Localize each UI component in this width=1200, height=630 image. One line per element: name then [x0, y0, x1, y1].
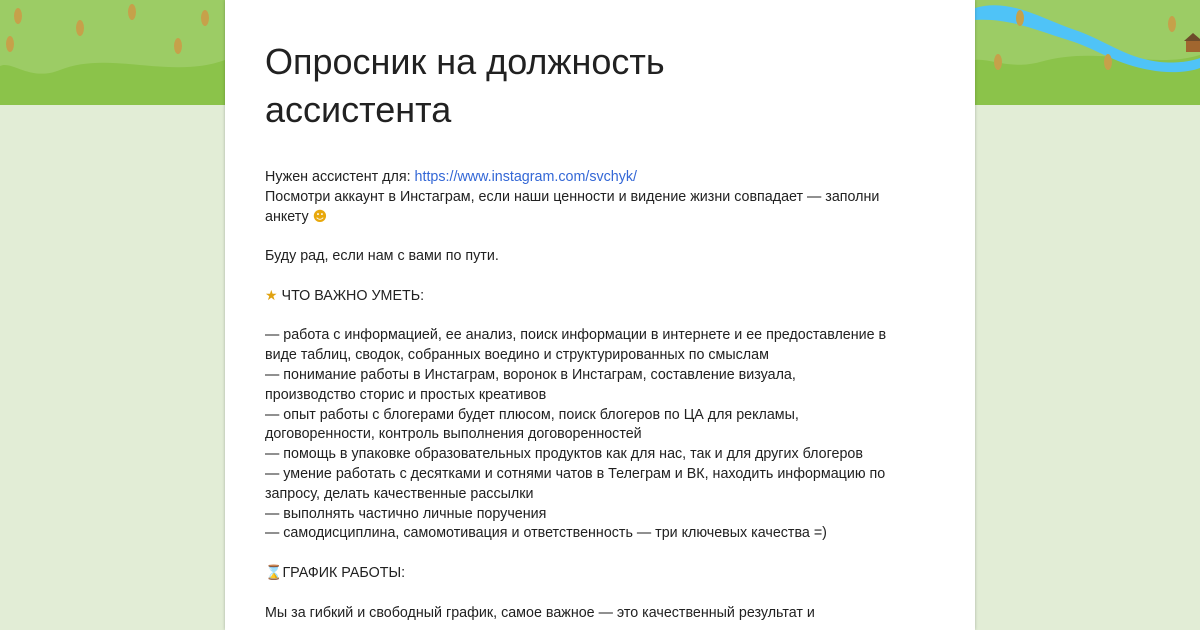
description-line: — умение работать с десятками и сотнями чатов в Телеграм и ВК, находить информацию по: [265, 465, 886, 482]
description-text: анкету: [265, 208, 309, 225]
hourglass-emoji-icon: ⌛: [265, 564, 283, 581]
description-line: — работа с информацией, ее анализ, поиск информации в интернете и ее предоставление в: [265, 327, 887, 344]
description-line: — самодисциплина, самомотивация и ответственность — три ключевых качества =): [265, 525, 827, 542]
description-line: Мы за гибкий и свободный график, самое важное — это качественный результат и: [265, 604, 815, 621]
form-title: Опросник на должность ассистента: [265, 41, 665, 130]
description-line: производство сторис и простых креативов: [265, 386, 547, 403]
description-line: Посмотри аккаунт в Инстаграм, если наши ценности и видение жизни совпадает — заполни: [265, 188, 880, 205]
intro-line: [265, 168, 955, 188]
description-line: запросу, делать качественные рассылки: [265, 485, 534, 502]
form-description: [265, 168, 955, 623]
description-line: виде таблиц, сводок, собранных воедино и структурированных по смыслам: [265, 347, 769, 364]
description-line: — выполнять частично личные поручения: [265, 505, 547, 522]
description-line: — опыт работы с блогерами будет плюсом, поиск блогеров по ЦА для рекламы,: [265, 406, 799, 423]
description-line: договоренности, контроль выполнения договоренностей: [265, 426, 642, 443]
description-line: — понимание работы в Инстаграм, воронок в Инстаграм, составление визуала,: [265, 366, 796, 383]
section-heading-schedule: [265, 564, 955, 584]
star-struck-emoji-icon: ★: [265, 287, 278, 304]
section-heading-skills: [265, 287, 955, 307]
smiling-face-emoji-icon: ☻: [312, 208, 328, 225]
description-line: [265, 208, 955, 228]
section-heading-text: ЧТО ВАЖНО УМЕТЬ:: [277, 287, 425, 304]
description-line: — помощь в упаковке образовательных продуктов как для нас, так и для других блогеров: [265, 446, 863, 463]
section-heading-text: ГРАФИК РАБОТЫ:: [282, 564, 406, 581]
instagram-link[interactable]: https://www.instagram.com/svchyk/: [414, 169, 637, 185]
intro-text: Нужен ассистент для:: [265, 169, 415, 185]
form-card: [225, 0, 975, 630]
description-line: Буду рад, если нам с вами по пути.: [265, 248, 499, 265]
